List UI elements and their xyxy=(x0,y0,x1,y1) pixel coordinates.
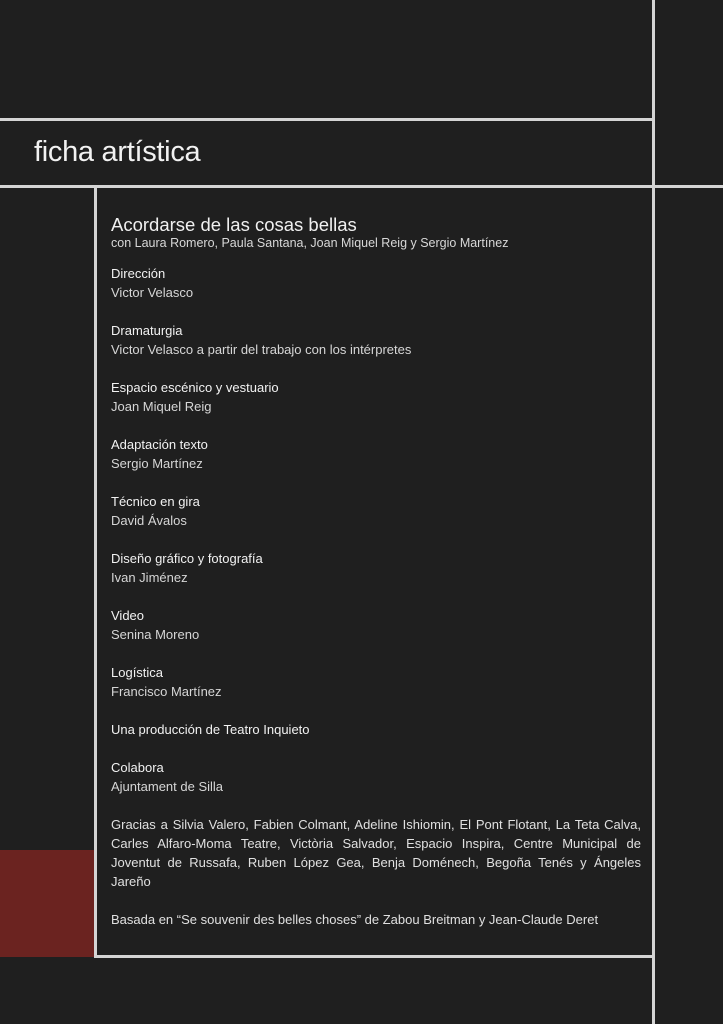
based-on-line: Basada en “Se souvenir des belles choses” de Zabou Breitman y Jean-Claude Deret xyxy=(111,912,599,927)
credit-video xyxy=(111,606,641,644)
horizontal-rule-top xyxy=(0,118,652,121)
credit-colabora xyxy=(111,758,641,796)
credit-name: Joan Miquel Reig xyxy=(111,399,212,414)
credit-role: Logística xyxy=(111,665,164,680)
credit-name: Victor Velasco a partir del trabajo con los intérpretes xyxy=(111,342,412,357)
accent-block xyxy=(0,850,94,957)
credit-name: David Ávalos xyxy=(111,513,187,528)
credit-name: Ivan Jiménez xyxy=(111,570,188,585)
vertical-rule-left xyxy=(94,185,97,958)
credit-name: Victor Velasco xyxy=(111,285,194,300)
vertical-rule-right xyxy=(652,0,655,1024)
credit-role: Adaptación texto xyxy=(111,437,208,452)
page-title: ficha artística xyxy=(34,136,201,168)
credit-role: Dramaturgia xyxy=(111,323,183,338)
credit-role: Técnico en gira xyxy=(111,494,200,509)
credit-direccion xyxy=(111,264,641,302)
production-line: Una producción de Teatro Inquieto xyxy=(111,722,310,737)
show-title: Acordarse de las cosas bellas xyxy=(111,214,357,235)
show-cast: con Laura Romero, Paula Santana, Joan Miquel Reig y Sergio Martínez xyxy=(111,236,509,250)
credit-dramaturgia xyxy=(111,321,641,359)
credit-role: Dirección xyxy=(111,266,166,281)
credit-name: Sergio Martínez xyxy=(111,456,203,471)
credit-role: Video xyxy=(111,608,145,623)
horizontal-rule-bottom xyxy=(94,955,655,958)
horizontal-rule-header-bottom xyxy=(0,185,723,188)
credit-tecnico xyxy=(111,492,641,530)
credit-logistica xyxy=(111,663,641,701)
credit-role: Diseño gráfico y fotografía xyxy=(111,551,263,566)
credit-name: Ajuntament de Silla xyxy=(111,779,224,794)
credit-role: Colabora xyxy=(111,760,164,775)
thanks-paragraph: Gracias a Silvia Valero, Fabien Colmant, Adeline Ishiomin, El Pont Flotant, La Teta Calva, Carles Alfaro-Moma Teatre, Victòria Salvador, Espacio Inspira, Centre Municipal de Joventut de Russafa, Ruben López Gea, Benja Doménech, Begoña Tenés y Ángeles Jareño xyxy=(111,817,641,889)
credit-name: Francisco Martínez xyxy=(111,684,222,699)
credits-section xyxy=(111,214,641,929)
credit-role: Espacio escénico y vestuario xyxy=(111,380,279,395)
credit-name: Senina Moreno xyxy=(111,627,200,642)
credit-adaptacion xyxy=(111,435,641,473)
credit-espacio-escenico xyxy=(111,378,641,416)
credit-diseno xyxy=(111,549,641,587)
